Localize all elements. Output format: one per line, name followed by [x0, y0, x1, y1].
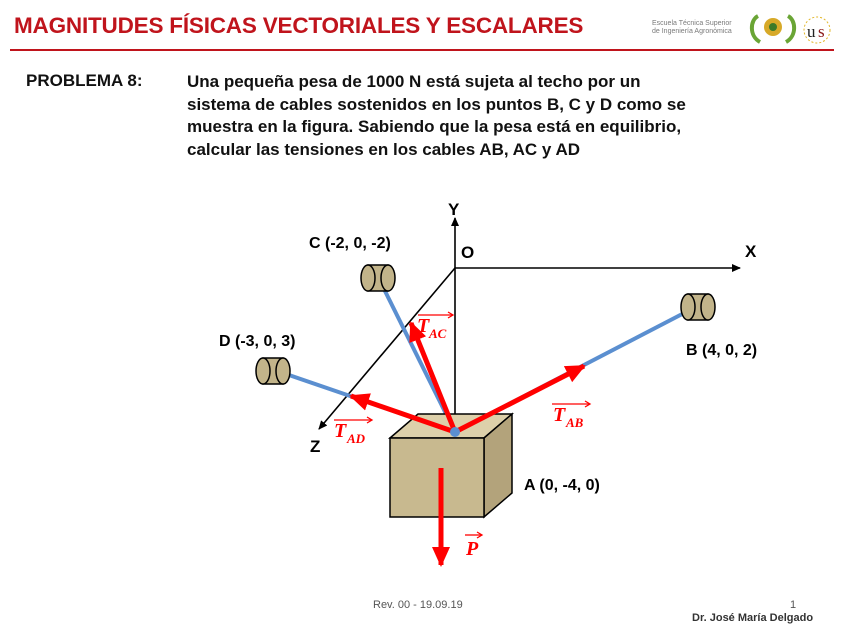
vector-tab-label: [552, 401, 590, 430]
anchor-d: [256, 358, 290, 384]
anchor-b: [681, 294, 715, 320]
page-title: MAGNITUDES FÍSICAS VECTORIALES Y ESCALARES: [14, 13, 584, 38]
vector-p-symbol: P: [466, 538, 479, 560]
anchor-c: [361, 265, 395, 291]
problem-line-3: muestra en la figura. Sabiendo que la pesa está en equilibrio,: [187, 117, 682, 136]
origin-label: O: [461, 243, 475, 262]
vector-tac-label: [417, 312, 453, 341]
vector-tad-subscript: AD: [347, 431, 366, 446]
revision-label: Rev. 00 - 19.09.19: [373, 599, 463, 611]
point-d-label: D (-3, 0, 3): [219, 333, 296, 350]
problem-line-1: Una pequeña pesa de 1000 N está sujeta al techo por un: [187, 72, 641, 91]
point-a-marker: [450, 427, 460, 437]
school-line-2: de Ingeniería Agronómica: [652, 28, 732, 35]
svg-text:u: u: [807, 22, 816, 41]
axis-label-y: Y: [448, 200, 460, 219]
vector-tab-subscript: AB: [566, 415, 584, 430]
point-b-label: B (4, 0, 2): [686, 342, 758, 359]
vector-tab-symbol: T: [553, 404, 566, 426]
point-c-label: C (-2, 0, -2): [309, 235, 391, 252]
vector-tac-symbol: T: [417, 315, 430, 337]
vector-p-label: [465, 532, 482, 560]
vector-tad-label: [334, 417, 372, 446]
vector-tad-symbol: T: [334, 420, 347, 442]
vector-tac-subscript: AC: [429, 326, 447, 341]
axis-label-z: Z: [310, 437, 321, 456]
problem-label: PROBLEMA 8:: [26, 71, 143, 90]
page-number: 1: [790, 599, 797, 611]
problem-line-2: sistema de cables sostenidos en los puntos B, C y D como se: [187, 94, 686, 114]
author-name: Dr. José María Delgado: [692, 612, 814, 624]
point-a-label: A (0, -4, 0): [524, 477, 600, 494]
svg-text:s: s: [818, 22, 825, 41]
school-line-1: Escuela Técnica Superior: [652, 20, 732, 27]
problem-line-4: calcular las tensiones en los cables AB, AC y AD: [187, 139, 581, 159]
axis-label-x: X: [745, 242, 757, 261]
